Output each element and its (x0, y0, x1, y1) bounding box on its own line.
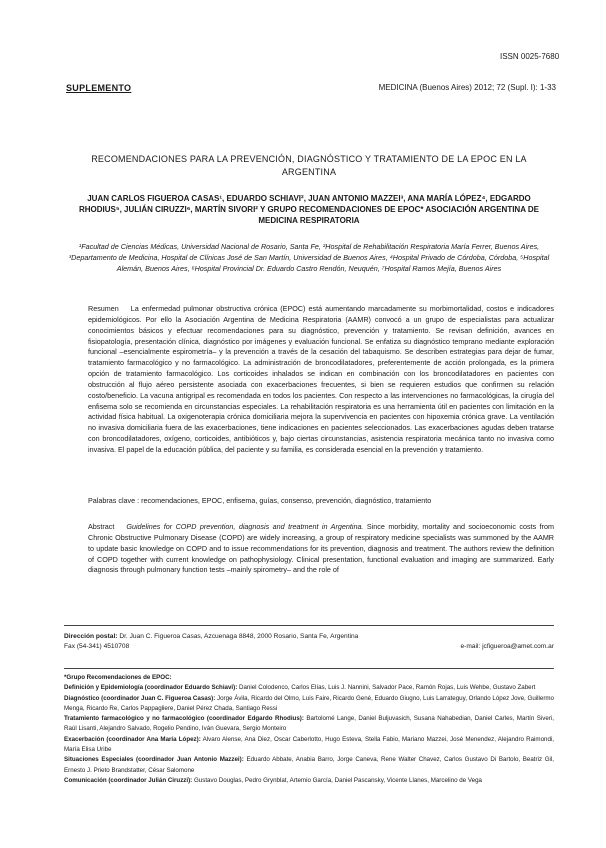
address-text: Dr. Juan C. Figueroa Casas, Azcuenaga 8848, 2000 Rosario, Santa Fe, Argentina (119, 633, 359, 640)
keywords-text: recomendaciones, EPOC, enfisema, guías, consenso, prevención, diagnóstico, tratamiento (141, 496, 432, 505)
group-entry (64, 735, 554, 756)
author-list: JUAN CARLOS FIGUEROA CASAS¹, EDUARDO SCHIAVI², JUAN ANTONIO MAZZEI³, ANA MARÍA LÓPEZ⁴, EDGARDO RHODIUS⁵, JULIÁN CIRUZZI⁶, MARTÍN SIVORI² Y GRUPO RECOMENDACIONES DE EPOC* ASOCIACIÓN ARGENTINA DE MEDICINA RESPIRATORIA (78, 194, 540, 225)
address-label: Dirección postal: (64, 633, 118, 640)
group-members: Jorge Ávila, Ricardo del Olmo, Luis Faire, Ricardo Gené, Eduardo Giugno, Luis Larrateguy, Orlando López Jove, Guillermo Menga, Ricardo Re, Carlos Pappagliere, Daniel Pérez Chada, Santiago Ressi (64, 694, 554, 712)
resumen-text: La enfermedad pulmonar obstructiva crónica (EPOC) está aumentando marcadamente su morbimortalidad, costos e indicadores epidemiológicos. Por ello la Asociación Argentina de Medicina Respiratoria (AAMR) convocó a un grupo de especialistas para actualizar conocimientos básicos y efectuar recomendaciones para su diagnóstico, prevención y tratamiento. Se revisan definición, avances en fisiopatología, presentación clínica, diagnóstico por imágenes y evaluación funcional. Se enfatiza su diagnóstico temprano mediante exploración funcional –esencialmente espirometría– y la prevención a través de la cesación del tabaquismo. Se describen estrategias para dejar de fumar, tratamiento farmacológico y no farmacológico. La administración de broncodilatadores, preferentemente de acción prolongada, es la primera opción de tratamiento farmacológico. Los corticoides inhalados se indican en combinación con los broncodilatadores en pacientes con obstrucción al flujo aéreo persistente asociada con exacerbaciones frecuentes, si bien se requieren estudios que confirmen su relación costo/beneficio. La vacuna antigripal es recomendada en todos los pacientes. Con respecto a las intervenciones no farmacológicas, la cirugía del enfisema solo se recomienda en circunstancias especiales. La rehabilitación respiratoria es una herramienta útil en pacientes con limitación en la actividad física habitual. La oxigenoterapia crónica domiciliaria mejora la supervivencia en pacientes con hipoxemia crónica grave. La ventilación no invasiva domiciliaria fuera de las exacerbaciones, tiene indicaciones en pacientes seleccionados. Las exacerbaciones agudas deben tratarse con broncodilatadores, oxígeno, corticoides, antibióticos y, bajo ciertas circunstancias, asistencia respiratoria mecánica tanto no invasiva como invasiva. El papel de la educación pública, del paciente y su familia, es considerada esencial en la prevención y tratamiento. (88, 304, 554, 454)
footer-divider (64, 625, 554, 626)
journal-citation: MEDICINA (Buenos Aires) 2012; 72 (Supl. I): 1-33 (378, 83, 556, 92)
article-title: RECOMENDACIONES PARA LA PREVENCIÓN, DIAGNÓSTICO Y TRATAMIENTO DE LA EPOC EN LA ARGENTINA (91, 154, 527, 177)
keywords-label: Palabras clave : (88, 496, 140, 505)
group-heading: Exacerbación (coordinador Ana María López): (64, 735, 201, 743)
keywords-section (88, 496, 554, 507)
affiliations: ¹Facultad de Ciencias Médicas, Universidad Nacional de Rosario, Santa Fe, ²Hospital de Rehabilitación Respiratoria María Ferrer, Buenos Aires, ³Departamento de Medicina, Hospital de Clínicas José de San Martín, Universidad de Buenos Aires, ⁴Hospital Privado de Córdoba, Córdoba, ⁵Hospital Alemán, Buenos Aires, ⁶Hospital Provincial Dr. Eduardo Castro Rendón, Neuquén, ⁷Hospital Ramos Mejía, Buenos Aires (68, 242, 550, 274)
group-heading: Comunicación (coordinador Julián Ciruzzi): (64, 776, 193, 784)
group-heading: Situaciones Especiales (coordinador Juan Antonio Mazzei): (64, 756, 244, 764)
group-members: Gustavo Douglas, Pedro Grynblat, Artemio García, Daniel Pascansky, Vicente Llanes, Marcelino de Vega (193, 776, 482, 784)
group-entry (64, 776, 554, 786)
issn-number: ISSN 0025-7680 (500, 52, 560, 61)
group-heading: *Grupo Recomendaciones de EPOC: (64, 674, 172, 681)
group-entry (64, 673, 554, 683)
abstract-text: Since morbidity, mortality and socioeconomic costs from Chronic Obstructive Pulmonary Disease (COPD) are widely increasing, a group of respiratory medicine specialists was summoned by the AAMR to update basic knowledge on COPD and to issue recommendations for its prevention, diagnosis and treatment. The authors review the definition of COPD together with current knowledge on pathophysiology. Clinical presentation, functional evaluation and imaging are summarized. Early diagnosis through pulmonary function tests –mainly spirometry– and the role of (88, 522, 555, 575)
groups-divider (64, 668, 554, 669)
supplement-label: SUPLEMENTO (66, 83, 132, 93)
resumen-section (88, 304, 554, 456)
group-members: Eduardo Abbate, Anabia Barro, Jorge Caneva, Rene Walter Chavez, Carlos Gustavo Di Bartolo, Beatriz Gil, Ernesto J. Prieto Brandstatter, César Salomone (64, 756, 554, 774)
group-heading: Tratamiento farmacológico y no farmacológico (coordinador Edgardo Rhodius): (64, 715, 304, 723)
group-entry (64, 694, 554, 715)
group-entry (64, 755, 554, 776)
group-members: Alvaro Alense, Ana Diez, Oscar Caberlotto, Hugo Esteva, Stella Fabio, Mariano Mazzei, José Menendez, Alejandro Raimondi, María Elisa Uribe (64, 735, 554, 754)
group-entry (64, 683, 554, 693)
resumen-label: Resumen (88, 304, 119, 313)
group-members: Bartolomé Lange, Daniel Buljuvasich, Susana Nahabedian, Daniel Carles, Martín Siveri, Raúl Lisanti, Alejandro Salvado, Rogelio Pendino, Iván Guevara, Sergio Monteiro (64, 715, 554, 733)
fax-number: Fax (54-341) 4510708 (64, 643, 130, 651)
abstract-title: Guidelines for COPD prevention, diagnosis and treatment in Argentina. (126, 522, 364, 531)
email-address: e-mail: jcfigueroa@amet.com.ar (460, 643, 554, 650)
group-members: Daniel Colodenco, Carlos Elías, Luis J. Nannini, Salvador Pace, Ramón Rojas, Luis Wehbe, Gustavo Zabert (239, 684, 536, 692)
abstract-section (88, 522, 554, 576)
group-list (64, 673, 554, 786)
abstract-label: Abstract (88, 522, 115, 531)
postal-address (64, 632, 554, 653)
group-heading: Definición y Epidemiología (coordinador Eduardo Schiavi): (64, 684, 238, 692)
group-heading: Diagnóstico (coordinador Juan C. Figueroa Casas): (64, 694, 216, 702)
group-entry (64, 714, 554, 735)
